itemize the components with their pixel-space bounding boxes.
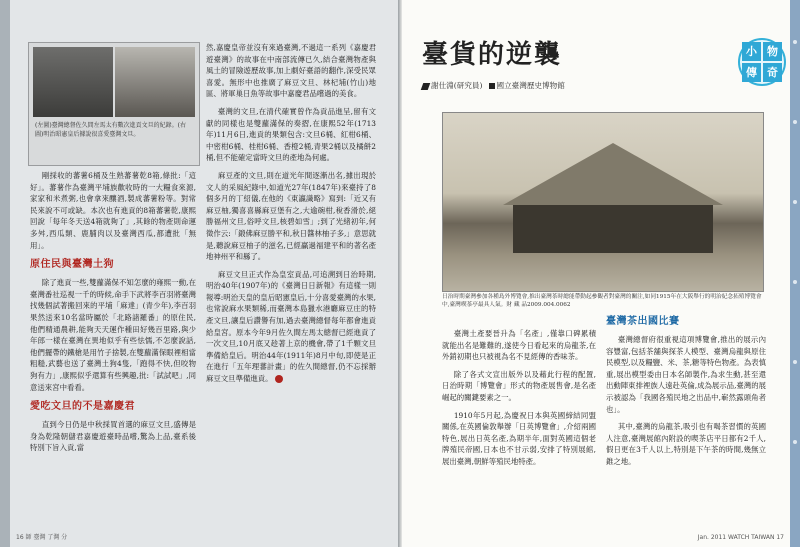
paragraph: 剛採收的蕃薯6桶及生熟蕃薯乾8箱,條批:「這好」。蕃薯作為臺灣平埔族歡收時的一大糧食來源,家家和米煮粥,也會拿來釀酒,製成蕃薯粉等。對常民來說不可或缺。本次也有進貢的8箱蕃薯乾,康熙回說「每年冬天送4箱就夠了」,其餘的物產則命運多舛,西瓜類、鹿脯肉以及臺灣西瓜,都遭批「無用」。 bbox=[30, 171, 196, 250]
photo-caption: (左圖)臺灣總督佐久間左馬太有數次進貢文旦的紀錄。(右圖)明治昭憲皇后據說很喜愛臺灣文旦。 bbox=[35, 122, 187, 138]
paragraph: 麻豆產的文旦,則在道光年間逐漸出名,據出現於文人的采風紀錄中,如道光27年(1847年)來臺持了8個多月的丁紹儀,在他的《東瀛識略》寫到:「近又有麻豆柚,獨喜喜縣麻豆堡有之,大逾碗柑,稅香滑於,絕勝福州文旦,俗呼文旦,核碧如雪」;到了光緒初年,何徵作云:「鍛佛麻豆勝平和,秋日醬林柚子多,」意思就是,聽說麻豆柚子的滋名,已經贏過福建平和的著名產地神州平和縣了。 bbox=[206, 170, 376, 262]
border-dot bbox=[793, 360, 797, 364]
right-column-d bbox=[606, 316, 766, 468]
paragraph: 1910年5月起,為慶祝日本與英國締結同盟關係,在英國倫敦舉辦「日英博覽會」,介紹兩國特色,展出日英名產,為期半年,面對英國這個老牌殖民帝國,日本也不甘示弱,安排了特別展館,展出臺灣,朝鮮等殖民地特產。 bbox=[442, 410, 596, 466]
section-heading-wendan: 愛吃文旦的不是嘉慶君 bbox=[30, 401, 135, 413]
paragraph bbox=[206, 269, 376, 385]
article-title: 臺貨的逆襲 bbox=[422, 40, 563, 70]
left-page bbox=[0, 0, 398, 547]
building-icon bbox=[489, 83, 495, 89]
left-page-border bbox=[0, 0, 10, 547]
organization: 國立臺灣歷史博物館 bbox=[496, 81, 565, 90]
paragraph-text: 麻豆文旦正式作為皇室貢品,可追溯到日治時期,明治40年(1907年)的《臺灣日日新報》有這樣一則報導:明治天皇的皇后昭憲皇后,十分喜愛臺灣的水果,也常說麻水果類稀,而臺灣本島獵水港廳麻豆庄的特產文旦,讓皇后讚譽有加,過去臺灣總督每年都會進貢給皇宮。原本今年9月佐久間左馬太總督已經進貢了一次文旦,10月底又趁著上京的機會,帶了1千顆文旦準備給皇后。明治44年(1911年)8月中旬,即使是正在進行「五年理蕃計畫」的佐久間總督,仍不忘採辦麻豆文旦準備進貢。 bbox=[206, 269, 376, 384]
border-dot bbox=[793, 200, 797, 204]
column-badge bbox=[738, 38, 786, 86]
paragraph: 臺灣土產要晉升為「名產」,僅靠口碑累積就能出名是難難的,遂使今日看起來的烏龍茶,在外銷初期也只被視為名不見經傳的香味茶。 bbox=[442, 329, 596, 362]
governor-portrait-image bbox=[33, 47, 113, 117]
section-heading-tea: 臺灣茶出國比賽 bbox=[606, 316, 680, 327]
badge-char: 物 bbox=[763, 42, 782, 61]
paragraph: 除了各式文宣出版外以及藉此行程的配置,日治時期「博覽會」形式的物產展售會,是名產崛起的關鍵要素之一。 bbox=[442, 369, 596, 402]
right-page-border bbox=[790, 0, 800, 547]
portrait-photo-box bbox=[28, 42, 200, 166]
photo-caption: 日治時期臺灣參加各種島外博覽會,推出臺灣茶時總能帶動起參觀者對臺灣的關注,如同1915年在大阪舉行的明治紀念拓殖博覽會中,臺灣喫茶亭最具人氣。財 藏 品2009.004.0062 bbox=[442, 294, 762, 309]
empress-portrait-image bbox=[115, 47, 195, 117]
tea-pavilion-photo bbox=[442, 112, 764, 292]
paragraph: 臺灣總督府很重視這項博覽會,推出的展示內容豐富,包括茶舖與探茶人模型、臺灣烏龍與原住民模型,以及糧鹽、米、茶,糖等特色物產。為表慎重,展出模型委由日本名師製作,為求生動,甚至還出動陣東排裡族人遠赴英倫,成為展示品,臺灣的展示被認為「我國各殖民地之出品中,嶄然露頭角者也」。 bbox=[606, 335, 766, 414]
border-dot bbox=[793, 440, 797, 444]
border-dot bbox=[793, 40, 797, 44]
pavilion-hall bbox=[513, 205, 713, 253]
paragraph: 然,嘉慶皇帝並沒有來過臺灣,不過這一系列《嘉慶君遊臺灣》的故事在中南部流傳已久,結合臺灣物產與風土的冒險遊歷故事,加上劇好臺語的翻作,深受民眾喜愛。無形中也推廣了麻豆文旦、林杞埔(竹山)地區、將軍巢日魚等故事中嘉慶君品嚐過的美食。 bbox=[206, 43, 376, 99]
right-page-footer: Jan. 2011 WATCH TAIWAN 17 bbox=[697, 534, 784, 541]
byline bbox=[422, 80, 565, 91]
paragraph: 直到今日仍是中秋採買首選的麻豆文旦,盛傳是身為乾隆朝儲君嘉慶遊臺時品嚐,驚為上品,臺系後特別下旨入貢,當 bbox=[30, 420, 196, 453]
pen-icon bbox=[421, 83, 431, 90]
badge-char: 小 bbox=[742, 42, 761, 61]
badge-char: 傳 bbox=[742, 63, 761, 82]
paragraph: 臺灣的文旦,在清代確實曾作為貢品進呈,留有文獻的同樣也是雙蘿滿保的奏摺,在康熙52年(1713年)11月6日,進貢的果類包含:文旦6桶、紅柑6桶、中密柑6桶、桂柑6桶、香橙2桶,青果2桶以及橘餅2桶,但不能確定當時文旦的產地為何處。 bbox=[206, 106, 376, 163]
left-column-a bbox=[30, 170, 196, 454]
pavilion-roof bbox=[503, 143, 723, 205]
end-mark-icon bbox=[275, 375, 283, 383]
left-column-b bbox=[206, 42, 376, 385]
badge-char: 奇 bbox=[763, 63, 782, 82]
paragraph: 其中,臺灣的烏龍茶,吸引也有喝茶習慣的英國人注意,臺灣展館內附設的喫茶店平日都有2千人,假日更在3千人以上,特別是下午茶的時間,幾無立錐之地。 bbox=[606, 422, 766, 466]
right-column-c bbox=[442, 328, 596, 468]
border-dot bbox=[793, 120, 797, 124]
section-heading-indigenous: 原住民與臺灣土狗 bbox=[30, 259, 114, 271]
author: 謝仕淵(研究員) bbox=[431, 81, 483, 90]
paragraph: 除了進貢一些,雙蘿滿保不知怎麼的雍熙一動,在臺灣番社巡視一千的時候,命手下武將李百羽將臺灣找幾個試著搬回來的平埔「麻達」(青少年),李百羽果然送來10名當時屬於「北路諸羅番」的原住民,他們精通農耕,能夠天天運作種田好幾百里路,與少年郎一樣在臺灣在異地似乎有些怯懦,不怎麼說話,他們擺帶的鐵槍是用竹子捨製,在雙蘿滿保眼裡相當粗糙,武藝也送了臺灣土狗4隻,「跑得不快,但咬物狗有力」,康熙似乎還算有些興趣,批:「試試吧」,同意送來宮中看看。 bbox=[30, 278, 196, 392]
border-dot bbox=[793, 280, 797, 284]
right-page bbox=[402, 0, 800, 547]
left-page-footer: 16 師 臺灣 了灣 分 bbox=[16, 534, 68, 541]
